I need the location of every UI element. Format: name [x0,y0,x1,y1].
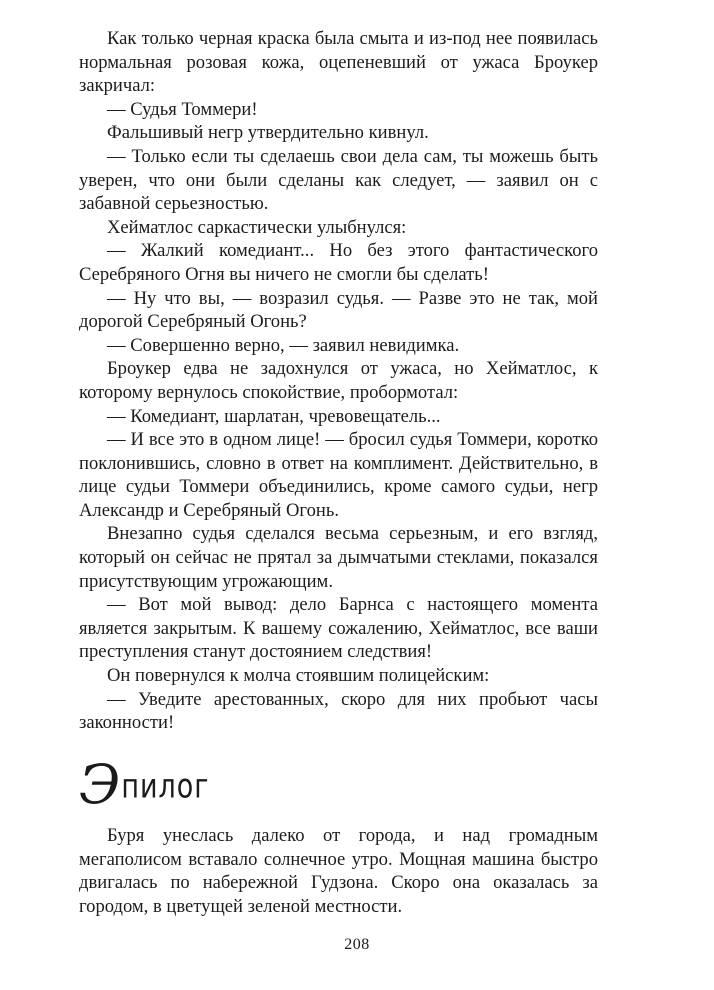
paragraph: — И все это в одном лице! — бросил судья Томмери, коротко поклонившись, словно в ответ на комплимент. Действительно, в лице судьи Томмери объединились, кроме самого судьи, негр Александр и Серебряный Огонь. [79,429,598,521]
paragraph: Внезапно судья сделался весьма серьезным, и его взгляд, который он сейчас не прятал за дымчатыми стеклами, показался присутствующим угрожающим. [79,523,598,592]
main-text-block [79,27,598,735]
paragraph: — Жалкий комедиант... Но без этого фантастического Серебряного Огня вы ничего не смогли бы сделать! [79,240,598,285]
page-number: 208 [344,936,370,953]
paragraph: — Судья Томмери! [107,98,258,120]
paragraph: — Вот мой вывод: дело Барнса с настоящего момента является закрытым. К вашему сожалению, Хейматлос, все ваши преступления станут достоянием следствия! [79,594,598,663]
paragraph: Буря унеслась далеко от города, и над громадным мегаполисом вставало солнечное утро. Мощная машина быстро двигалась по набережной Гудзона. Скоро она оказалась за городом, в цветущей зеленой местности. [79,825,598,917]
paragraph: Хейматлос саркастически улыбнулся: [107,216,407,238]
epilogue-text-block [79,824,598,918]
paragraph: — Ну что вы, — возразил судья. — Разве это не так, мой дорогой Серебряный Огонь? [79,287,598,333]
chapter-title-rest: пилог [121,767,210,806]
paragraph: Броукер едва не задохнулся от ужаса, но Хейматлос, к которому вернулось спокойствие, пробормотал: [79,358,598,403]
chapter-heading [79,752,210,816]
paragraph: — Совершенно верно, — заявил невидимка. [107,334,460,356]
chapter-initial-letter: Э [79,753,121,816]
paragraph: Фальшивый негр утвердительно кивнул. [107,122,429,144]
paragraph: — Комедиант, шарлатан, чревовещатель... [107,405,441,427]
paragraph: Он повернулся к молча стоявшим полицейским: [107,665,490,687]
paragraph: — Уведите арестованных, скоро для них пробьют часы законности! [79,688,598,734]
paragraph: — Только если ты сделаешь свои дела сам, ты можешь быть уверен, что они были сделаны как следует, — заявил он с забавной серьезностью. [79,145,598,215]
paragraph: Как только черная краска была смыта и из-под нее появилась нормальная розовая кожа, оцепеневший от ужаса Броукер закричал: [79,28,598,97]
